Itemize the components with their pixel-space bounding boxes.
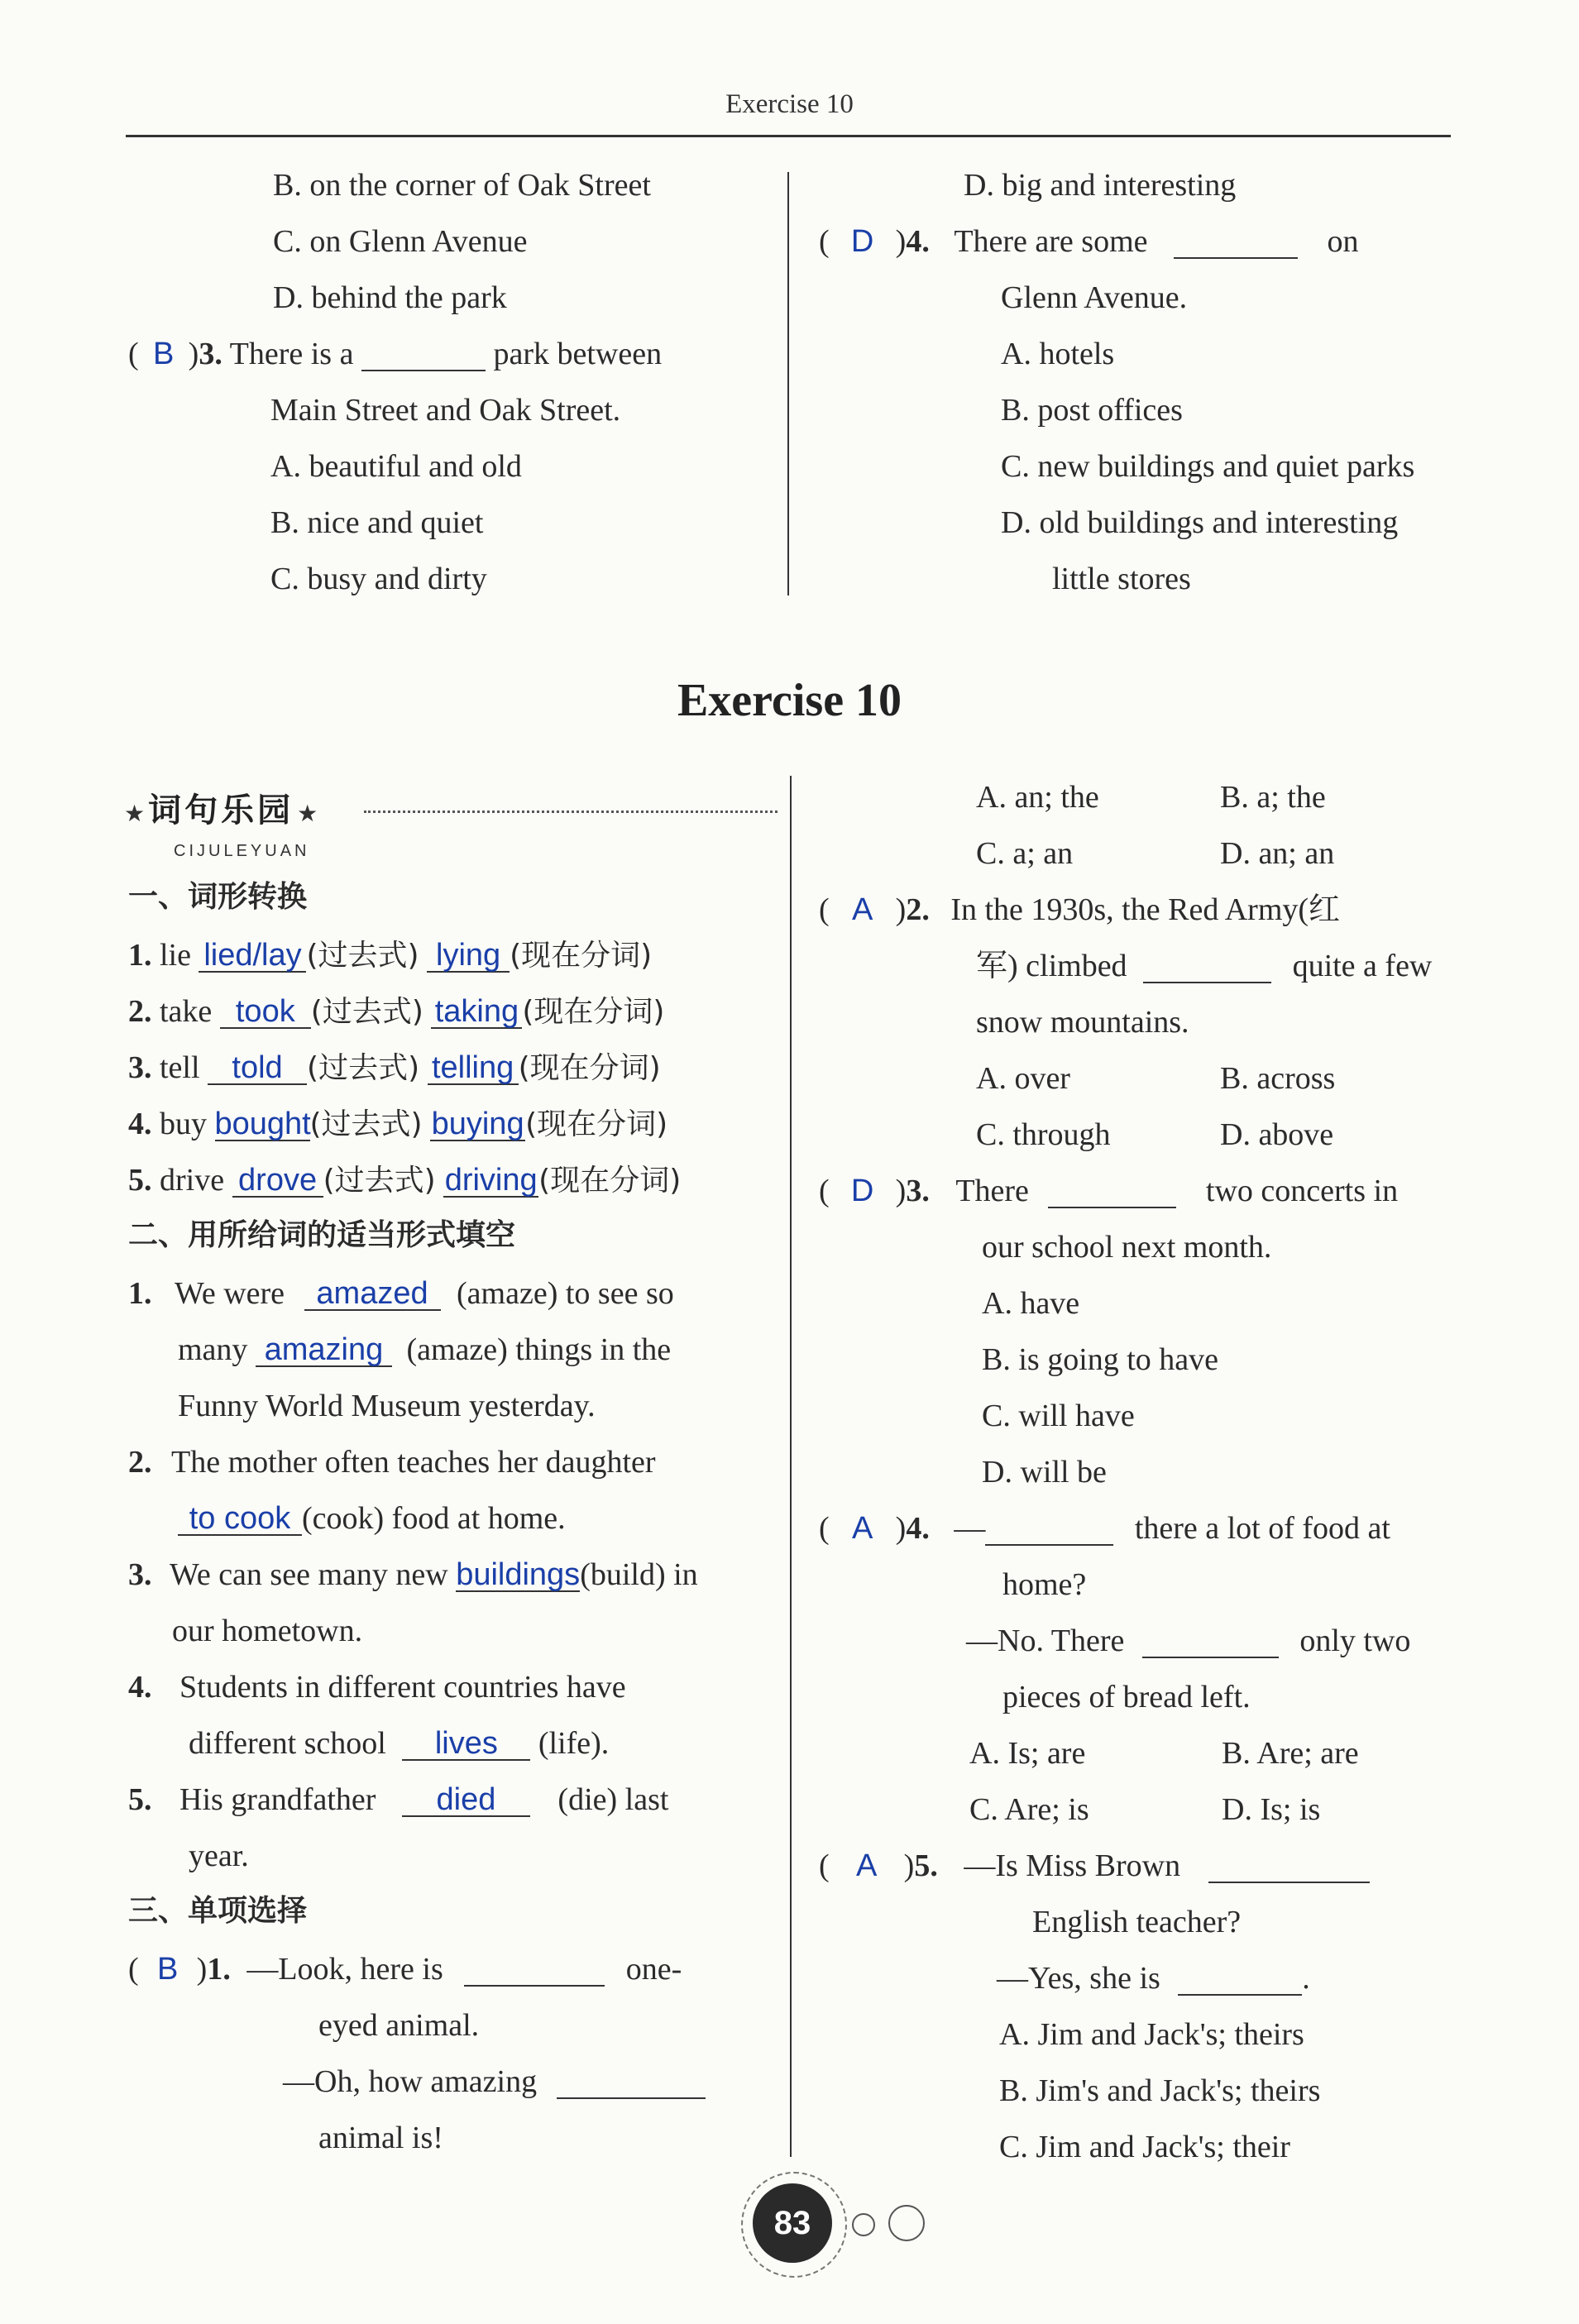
question-text: on [1327, 224, 1359, 259]
fill-q4-line2 [189, 1728, 609, 1761]
q3-option-c: C. will have [982, 1399, 1135, 1433]
blank [1174, 226, 1298, 259]
dotted-rule [364, 811, 778, 813]
word-form-item-4 [128, 1108, 667, 1141]
participle-answer: telling [428, 1052, 519, 1085]
q2-option-c: C. through [976, 1117, 1111, 1152]
banner-subtitle: CIJULEYUAN [174, 842, 310, 860]
item-number: 2. [128, 1445, 152, 1480]
q5-option-a: A. Jim and Jack's; theirs [999, 2017, 1304, 2052]
question-number: 3. [199, 337, 222, 371]
fill-q2-line2 [178, 1503, 566, 1536]
fill-q1-line2 [178, 1334, 671, 1367]
section3-heading: 三、单项选择 [128, 1894, 308, 1928]
label-past: (过去式) [307, 1051, 420, 1085]
q4-option-d: D. Is; is [1222, 1792, 1321, 1827]
q4-option-b: B. Are; are [1222, 1736, 1359, 1771]
label-past: (过去式) [306, 939, 419, 973]
choice-q3-line1: ( D )3. There two concerts in [819, 1174, 1399, 1208]
base-word: buy [160, 1107, 207, 1141]
past-answer: bought [214, 1107, 311, 1141]
q2-option-b: B. across [1220, 1061, 1336, 1096]
question-text: His grandfather [179, 1782, 376, 1817]
blank [1178, 1963, 1302, 1996]
question-text: There is a [229, 337, 354, 371]
q1-option-b: B. a; the [1220, 780, 1326, 815]
answer-mark: A [855, 1848, 878, 1883]
fill-q3-line2: our hometown. [172, 1614, 363, 1648]
word-form-item-1 [128, 940, 652, 973]
answer-mark: B [152, 337, 175, 371]
item-number: 1. [128, 1276, 152, 1311]
answer-mark: B [156, 1952, 179, 1987]
question-text: Students in different countries have [179, 1670, 626, 1705]
question-number: 3. [906, 1174, 930, 1208]
question-text: There are some [954, 224, 1148, 259]
choice-q4-line4: pieces of bread left. [1002, 1680, 1251, 1714]
question-text: We can see many new [170, 1557, 448, 1592]
participle-answer: taking [431, 996, 522, 1029]
label-past: (过去式) [309, 1107, 423, 1141]
prev-q4-line2: Glenn Avenue. [1001, 280, 1188, 315]
fill-answer: amazed [304, 1278, 441, 1311]
question-number: 1. [207, 1952, 231, 1987]
answer-mark: D [850, 224, 874, 259]
question-text: — [954, 1511, 986, 1546]
participle-answer: driving [444, 1163, 538, 1198]
question-text: many [178, 1332, 248, 1367]
q2-option-d: D. above [1220, 1117, 1334, 1152]
question-text: park between [493, 337, 663, 371]
fill-q5-line2: year. [189, 1839, 249, 1873]
fill-answer: buildings [456, 1557, 581, 1592]
question-text: We were [175, 1276, 285, 1311]
q1-option-a: A. an; the [976, 780, 1099, 815]
question-number: 4. [906, 1511, 930, 1546]
fill-answer: to cook [178, 1503, 302, 1536]
exercise-title: Exercise 10 [677, 675, 902, 726]
question-number: 5. [914, 1848, 938, 1883]
decor-circle-small [852, 2213, 875, 2236]
question-text: only two [1299, 1623, 1411, 1658]
choice-q5-line1: ( A )5. —Is Miss Brown [819, 1850, 1370, 1883]
choice-q1-line3 [283, 2066, 706, 2099]
answer-mark: A [851, 892, 873, 927]
choice-q1-line1: ( B )1. —Look, here is one- [128, 1952, 682, 1987]
blank [1142, 1625, 1279, 1658]
question-text: —No. There [966, 1623, 1125, 1658]
label-participle: (现在分词) [538, 1164, 682, 1198]
fill-answer: lives [402, 1728, 530, 1761]
choice-q5-line3: —Yes, she is . [997, 1961, 1310, 1996]
label-past: (过去式) [323, 1164, 436, 1198]
item-number: 5. [128, 1782, 152, 1817]
label-participle: (现在分词) [518, 1051, 661, 1085]
choice-q1-line4: animal is! [318, 2121, 443, 2155]
choice-q2-line2 [976, 950, 1432, 983]
past-answer: lied/lay [199, 940, 306, 973]
question-text: (amaze) things in the [406, 1332, 672, 1367]
prev-q3-option-c: C. busy and dirty [270, 562, 487, 596]
prev-q3-option-a: A. beautiful and old [270, 449, 522, 484]
fill-q4-line1 [128, 1671, 626, 1703]
q2-option-a: A. over [976, 1061, 1070, 1096]
prev-q3-line2: Main Street and Oak Street. [270, 393, 621, 428]
q3-option-a: A. have [982, 1286, 1080, 1321]
question-text: (amaze) to see so [457, 1276, 674, 1311]
question-text: The mother often teaches her daughter [171, 1445, 656, 1480]
question-text: —Yes, she is [997, 1961, 1160, 1996]
answer-mark: D [850, 1174, 874, 1208]
choice-q4-line1: ( A )4. — there a lot of food at [819, 1511, 1390, 1546]
star-icon: ★ [124, 801, 146, 827]
page-number: 83 [753, 2183, 832, 2263]
item-number: 4. [128, 1670, 152, 1705]
banner-title: 词句乐园 [148, 791, 294, 830]
fill-q1-line3: Funny World Museum yesterday. [178, 1389, 596, 1423]
word-form-item-3 [128, 1052, 661, 1085]
item-number: 5. [128, 1163, 152, 1198]
q4-option-c: C. Are; is [969, 1792, 1089, 1827]
past-answer: drove [232, 1164, 323, 1198]
q3-option-d: D. will be [982, 1455, 1107, 1490]
main-column-divider [790, 776, 792, 2157]
choice-q1-line2: eyed animal. [318, 2008, 480, 2043]
fill-q2-line1 [128, 1447, 656, 1478]
question-text: In the 1930s, the Red Army(红 [950, 892, 1341, 927]
question-text: quite a few [1292, 949, 1433, 983]
base-word: take [160, 994, 213, 1029]
item-number: 3. [128, 1557, 152, 1592]
past-answer: took [220, 996, 311, 1029]
item-number: 1. [128, 938, 152, 973]
q1-option-c: C. a; an [976, 836, 1074, 871]
item-number: 3. [128, 1050, 152, 1085]
blank [361, 338, 486, 371]
prev-q4-option-c: C. new buildings and quiet parks [1001, 449, 1415, 484]
question-number: 4. [906, 224, 930, 259]
choice-q5-line2: English teacher? [1032, 1905, 1242, 1939]
section2-heading: 二、用所给词的适当形式填空 [128, 1218, 516, 1252]
question-text: —Oh, how amazing [283, 2064, 538, 2099]
question-text: —Is Miss Brown [964, 1848, 1181, 1883]
choice-q4-line2: home? [1002, 1567, 1087, 1602]
participle-answer: buying [431, 1107, 524, 1141]
top-column-divider [787, 172, 789, 595]
past-answer: told [208, 1052, 307, 1085]
star-icon: ★ [297, 801, 318, 827]
prev-option-d-right: D. big and interesting [964, 168, 1237, 203]
fill-q5-line1 [128, 1784, 668, 1817]
blank [464, 1953, 605, 1987]
blank [557, 2066, 706, 2099]
q1-option-d: D. an; an [1220, 836, 1335, 871]
word-form-item-2 [128, 996, 664, 1029]
blank [1048, 1175, 1176, 1208]
question-text: different school [189, 1726, 386, 1761]
fill-q1-line1 [128, 1278, 674, 1311]
prev-option-c: C. on Glenn Avenue [273, 224, 528, 259]
prev-option-d: D. behind the park [273, 280, 507, 315]
q5-option-b: B. Jim's and Jack's; theirs [999, 2073, 1321, 2108]
prev-q4-option-a: A. hotels [1001, 337, 1115, 371]
question-text: —Look, here is [246, 1952, 443, 1987]
question-text: two concerts in [1205, 1174, 1399, 1208]
decor-circle-large [888, 2205, 925, 2241]
fill-answer: amazing [256, 1334, 392, 1367]
question-text: one- [625, 1952, 682, 1987]
label-participle: (现在分词) [525, 1107, 668, 1141]
question-text: 军) climbed [976, 949, 1127, 983]
base-word: drive [160, 1163, 225, 1198]
header-rule [126, 135, 1451, 137]
question-text: (build) in [580, 1557, 698, 1592]
word-form-item-5 [128, 1164, 681, 1198]
q5-option-c: C. Jim and Jack's; their [999, 2130, 1290, 2164]
choice-q2-line1: ( A )2. In the 1930s, the Red Army(红 [819, 892, 1341, 927]
blank [985, 1513, 1113, 1546]
question-text: (life). [538, 1726, 610, 1761]
prev-q3-line: ( B )3. There is a park between [128, 337, 663, 371]
participle-answer: lying [427, 940, 510, 973]
label-past: (过去式) [310, 995, 423, 1029]
q4-option-a: A. Is; are [969, 1736, 1086, 1771]
blank [1208, 1850, 1370, 1883]
section-banner [124, 784, 318, 860]
fill-q3-line1 [128, 1559, 698, 1592]
base-word: tell [160, 1050, 200, 1085]
prev-q4-line: ( D )4. There are some on [819, 224, 1359, 259]
item-number: 2. [128, 994, 152, 1029]
question-number: 2. [906, 892, 930, 927]
label-participle: (现在分词) [522, 995, 665, 1029]
choice-q3-line2: our school next month. [982, 1230, 1272, 1265]
section1-heading: 一、词形转换 [128, 880, 308, 914]
question-text: there a lot of food at [1134, 1511, 1390, 1546]
prev-q3-option-b: B. nice and quiet [270, 505, 484, 540]
prev-q4-option-b: B. post offices [1001, 393, 1183, 428]
base-word: lie [160, 938, 191, 973]
prev-q4-option-d-cont: little stores [1052, 562, 1191, 596]
prev-q4-option-d: D. old buildings and interesting [1001, 505, 1399, 540]
question-text: (die) last [557, 1782, 669, 1817]
prev-option-b: B. on the corner of Oak Street [273, 168, 651, 203]
item-number: 4. [128, 1107, 152, 1141]
choice-q4-line3 [966, 1625, 1410, 1658]
page-header: Exercise 10 [725, 89, 854, 119]
answer-mark: A [851, 1511, 873, 1546]
choice-q2-line3: snow mountains. [976, 1005, 1189, 1040]
question-text: There [955, 1174, 1029, 1208]
q3-option-b: B. is going to have [982, 1342, 1219, 1377]
question-text: (cook) food at home. [302, 1501, 566, 1536]
fill-answer: died [402, 1784, 530, 1817]
label-participle: (现在分词) [510, 939, 653, 973]
blank [1143, 950, 1271, 983]
